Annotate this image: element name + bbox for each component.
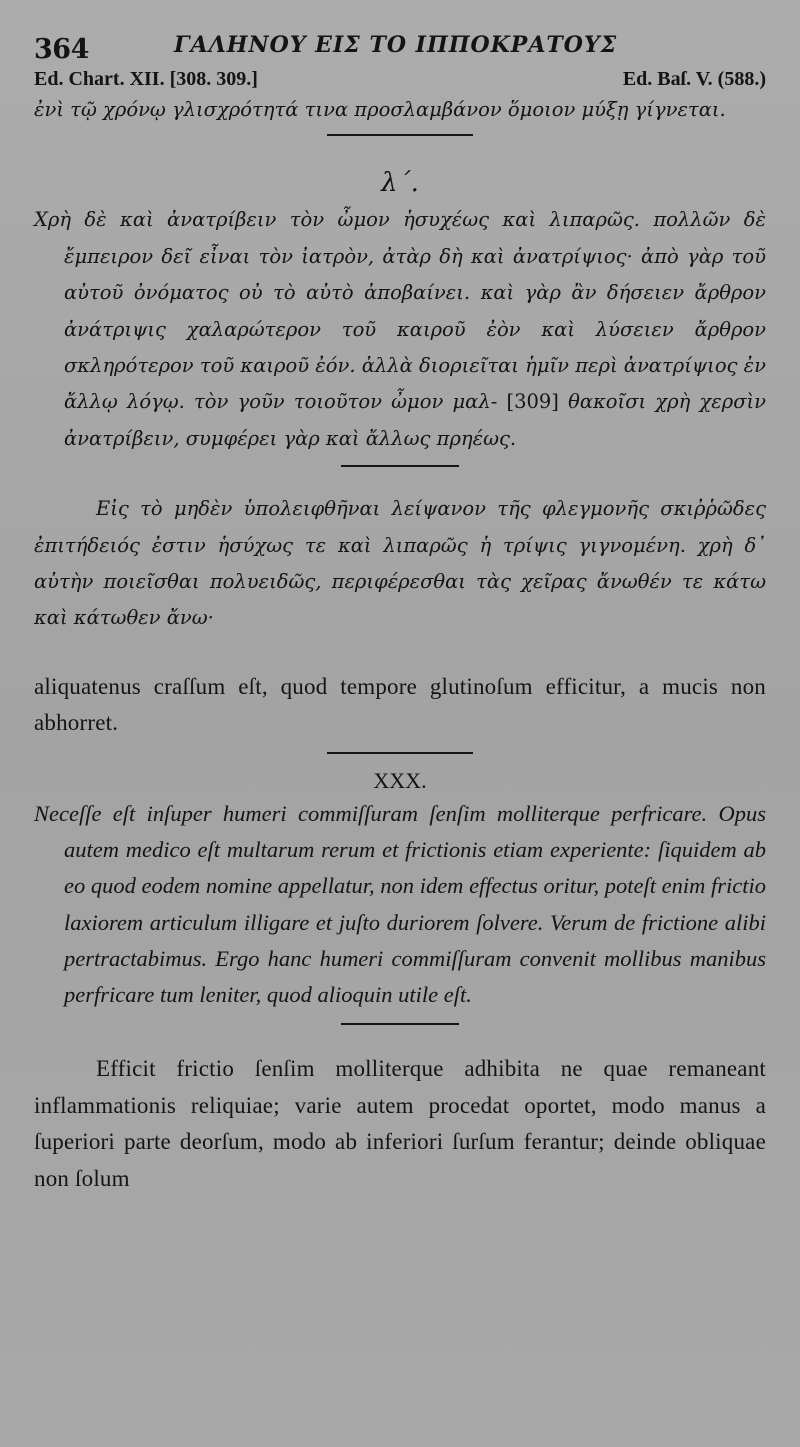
greek-lemma [34,202,766,457]
edition-basel: Ed. Baſ. V. (588.) [622,68,766,90]
section-rule [327,134,473,136]
edition-chartier: Ed. Chart. XII. [308. 309.] [34,68,258,90]
running-head [34,26,766,64]
edition-line [34,64,766,92]
greek-commentary: Εἰς τὸ μηδὲν ὑπολειφθῆναι λείψανον τῆς φλεγμονῆς σκιῤῥῶδες ἐπιτήδειός ἐστιν ἡσύχως τε καὶ λιπαρῶς ἡ τρίψις γιγνομένη. χρὴ δ᾽ αὐτὴν ποιεῖσθαι πολυειδῶς, περιφέρεσθαι τὰς χεῖρας ἄνωθέν τε κάτω καὶ κάτωθεν ἄνω· [34,497,766,630]
section-rule [341,465,459,467]
running-title: ΓΑΛΗΝΟΥ ΕΙΣ ΤΟ ΙΠΠΟΚΡΑΤΟΥΣ [174,32,618,58]
latin-intro-text: aliquatenus craſſum eſt, quod tempore glutinoſum efficitur, a mucis non abhorret. [34,673,766,736]
greek-lemma-end: θακοῖσι χρὴ χερσὶν ἀνατρίβειν, συμφέρει γὰρ καὶ ἄλλως πρηέως. [64,390,767,450]
section-rule [327,752,473,754]
page-number: 364 [34,34,89,65]
section-rule [341,1023,459,1025]
latin-commentary: Efficit frictio ſenſim molliterque adhibita ne quae remaneant inflammationis reliquiae; varie autem procedat oportet, modo manus a ſuperiori parte deorſum, modo ab inferiori ſurſum ferantur; deinde obliquae non ſolum [34,1056,766,1192]
page-marker: [309] [506,390,559,414]
greek-chapter-number: λ΄. [381,168,419,199]
greek-intro-text: ἐνὶ τῷ χρόνῳ γλισχρότητά τινα προσλαμβάνον ὅμοιον μύξῃ γίγνεται. [34,98,726,121]
greek-lemma-text: Χρὴ δὲ καὶ ἀνατρίβειν τὸν ὦμον ἡσυχέως καὶ λιπαρῶς. πολλῶν δὲ ἔμπειρον δεῖ εἶναι τὸν ἰατρὸν, ἀτὰρ δὴ καὶ ἀνατρίψιος· ἀπὸ γὰρ τοῦ αὐτοῦ ὀνόματος οὐ τὸ αὐτὸ ἀποβαίνει. καὶ γὰρ ἂν δήσειεν ἄρθρον ἀνάτριψις χαλαρώτερον τοῦ καιροῦ ἐὸν καὶ λύσειεν ἄρθρον σκληρότερον τοῦ καιροῦ ἐόν. ἀλλὰ διοριεῖται ἡμῖν περὶ ἀνατρίψιος ἐν ἄλλῳ λόγῳ. τὸν γοῦν τοιοῦτον ὦμον μαλ- [34,208,766,414]
latin-lemma: Neceſſe eſt inſuper humeri commiſſuram ſenſim molliterque perfricare. Opus autem medico eſt multarum rerum et frictionis etiam experiente: ſiquidem ab eo quod eodem nomine appellatur, non idem effectus oritur, poteſt enim frictio laxiorem articulum illigare et juſto duriorem ſolvere. Verum de frictione alibi pertractabimus. Ergo hanc humeri commiſſuram convenit mollibus manibus perfricare tum leniter, quod alioquin utile eſt. [34,801,766,1008]
latin-chapter-number: XXX. [373,768,427,794]
